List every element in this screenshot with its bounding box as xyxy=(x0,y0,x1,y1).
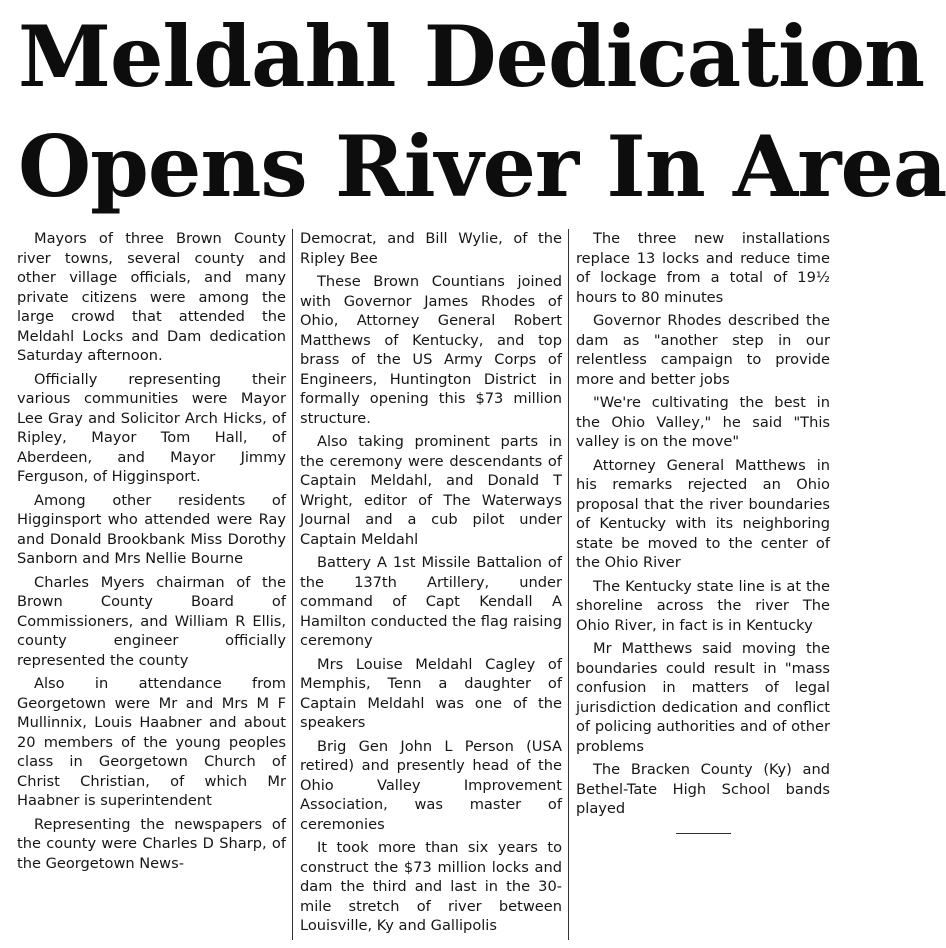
paragraph: Charles Myers chairman of the Brown County Board of Commissioners, and William R Ellis, county engineer officially represented the county xyxy=(17,573,286,669)
paragraph: Battery A 1st Missile Battalion of the 137th Artillery, under command of Capt Kendall A Hamilton conducted the flag raising ceremony xyxy=(300,554,562,649)
paragraph: Attorney General Matthews in his remarks rejected an Ohio proposal that the river boundaries of Kentucky with its neighboring state be moved to the center of the Ohio River xyxy=(576,456,830,571)
paragraph: Also taking prominent parts in the ceremony were descendants of Captain Meldahl, and Donald T Wright, editor of The Waterways Journal and a cub pilot under Captain Meldahl xyxy=(300,433,562,548)
paragraph: Mrs Louise Meldahl Cagley of Memphis, Tenn a daughter of Captain Meldahl was one of the speakers xyxy=(300,655,562,731)
article-column-3 xyxy=(568,229,830,940)
paragraph: Also in attendance from Georgetown were Mr and Mrs M F Mullinnix, Louis Haabner and about 20 members of the young peoples class in Georgetown Church of Christ Christian, of which Mr Haabner is superintendent xyxy=(17,675,286,809)
article-body xyxy=(17,229,837,940)
headline-line-1: Meldahl Dedication xyxy=(18,7,925,106)
article-column-2 xyxy=(292,229,568,940)
article-column-1 xyxy=(17,229,292,940)
paragraph: The three new installations replace 13 locks and reduce time of lockage from a total of 19½ hours to 80 minutes xyxy=(576,230,830,306)
paragraph: The Bracken County (Ky) and Bethel-Tate High School bands played xyxy=(576,761,830,817)
paragraph: Governor Rhodes described the dam as "another step in our relentless campaign to provide more and better jobs xyxy=(576,312,830,388)
paragraph: It took more than six years to construct the $73 million locks and dam the third and last in the 30-mile stretch of river between Louisville, Ky and Gallipolis xyxy=(300,839,562,934)
paragraph: Brig Gen John L Person (USA retired) and presently head of the Ohio Valley Improvement Association, was master of ceremonies xyxy=(300,737,562,833)
paragraph: Among other residents of Higginsport who attended were Ray and Donald Brookbank Miss Dorothy Sanborn and Mrs Nellie Bourne xyxy=(17,491,286,567)
headline-line-2: Opens River In Area xyxy=(18,117,946,216)
paragraph: Mr Matthews said moving the boundaries could result in "mass confusion in matters of legal jurisdiction dedication and conflict of policing authorities and of other problems xyxy=(576,640,830,755)
paragraph: "We're cultivating the best in the Ohio Valley," he said "This valley is on the move" xyxy=(576,394,830,450)
paragraph: The Kentucky state line is at the shoreline across the river The Ohio River, in fact is in Kentucky xyxy=(576,577,830,634)
paragraph: Officially representing their various communities were Mayor Lee Gray and Solicitor Arch Hicks, of Ripley, Mayor Tom Hall, of Aberdeen, and Mayor Jimmy Ferguson, of Higginsport. xyxy=(17,370,286,485)
paragraph: These Brown Countians joined with Governor James Rhodes of Ohio, Attorney General Robert Matthews of Kentucky, and top brass of the US Army Corps of Engineers, Huntington District in formally opening this $73 million structure. xyxy=(300,273,562,427)
paragraph: Representing the newspapers of the county were Charles D Sharp, of the Georgetown News- xyxy=(17,815,286,872)
end-of-article-rule xyxy=(676,833,731,834)
paragraph-continued: Democrat, and Bill Wylie, of the Ripley Bee xyxy=(300,230,562,267)
paragraph: Mayors of three Brown County river towns, several county and other village officials, and many private citizens were among the large crowd that attended the Meldahl Locks and Dam dedication Saturday afternoon. xyxy=(17,230,286,364)
